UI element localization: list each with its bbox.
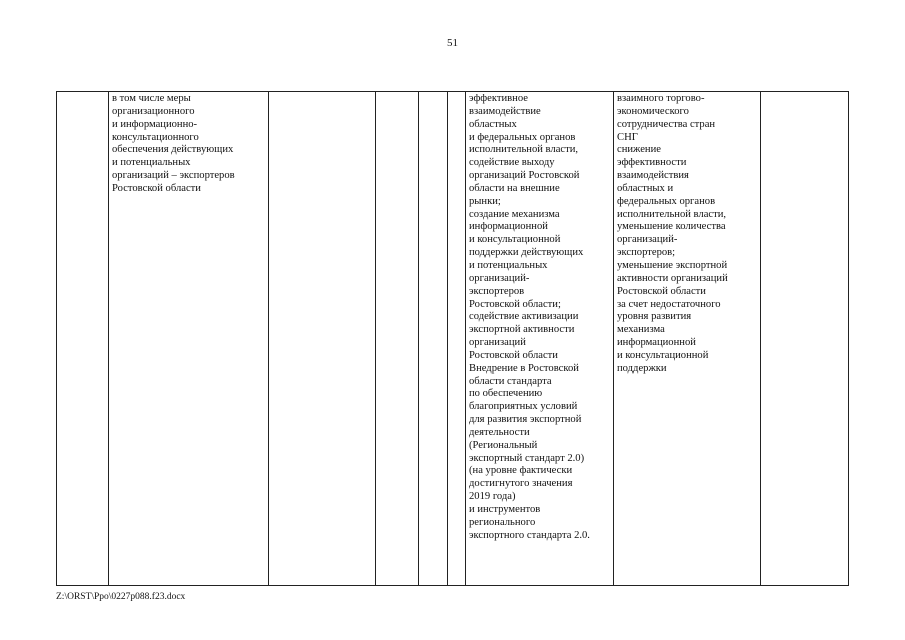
text-line: уровня развития — [617, 311, 692, 323]
text-line: уменьшение количества — [617, 221, 726, 233]
text-line: взаимного торгово- — [617, 93, 705, 104]
text-line: обеспечения действующих — [112, 144, 234, 156]
text-line: снижение — [617, 144, 661, 156]
text-line: исполнительной власти, — [469, 144, 579, 156]
text-line: организаций- — [469, 272, 530, 284]
text-line: достигнутого значения — [469, 478, 573, 490]
footer-file-path: Z:\ORST\Ppo\0227p088.f23.docx — [56, 592, 186, 602]
text-line: области стандарта — [469, 375, 552, 387]
page-number: 51 — [447, 37, 458, 49]
table-cell-consequences — [614, 92, 761, 586]
text-line: содействие активизации — [469, 311, 579, 323]
document-table — [56, 91, 849, 586]
text-line: и потенциальных — [112, 157, 191, 169]
table-cell-expected-result — [466, 92, 614, 586]
text-line: СНГ — [617, 131, 638, 143]
text-line: Ростовской области; — [469, 298, 561, 310]
text-line: и консультационной — [469, 234, 561, 246]
text-line: Ростовской области — [617, 285, 706, 297]
text-line: уменьшение экспортной — [617, 259, 728, 271]
text-line: Ростовской области — [469, 349, 558, 361]
text-line: организаций- — [617, 234, 678, 246]
text-line: содействие выходу — [469, 157, 555, 169]
table-cell-empty — [448, 92, 466, 586]
text-line: по обеспечению — [469, 388, 543, 400]
text-line: экономического — [617, 105, 689, 117]
table-cell-empty — [269, 92, 376, 586]
text-line: и потенциальных — [469, 259, 548, 271]
table-cell-empty — [761, 92, 849, 586]
table-row — [57, 92, 849, 586]
text-line: 2019 года) — [469, 491, 516, 503]
text-line: областных и — [617, 182, 674, 194]
text-line: создание механизма — [469, 208, 560, 220]
text-line: Ростовской области — [112, 182, 201, 194]
text-line: взаимодействие — [469, 105, 541, 117]
text-line: экспортный стандарт 2.0) — [469, 452, 585, 464]
text-line: и федеральных органов — [469, 131, 576, 143]
consequences-text — [617, 93, 757, 376]
text-line: экспортеров — [469, 285, 525, 297]
text-line: (на уровне фактически — [469, 465, 573, 477]
table-cell-number — [57, 92, 109, 586]
text-line: для развития экспортной — [469, 414, 582, 426]
text-line: областных — [469, 118, 517, 130]
text-line: федеральных органов — [617, 195, 716, 207]
text-line: организаций — [469, 337, 526, 349]
text-line: эффективности — [617, 157, 687, 169]
text-line: в том числе меры — [112, 93, 191, 104]
text-line: информационной — [617, 337, 696, 349]
text-line: регионального — [469, 516, 536, 528]
text-line: поддержки действующих — [469, 247, 584, 259]
expected-result-text — [469, 93, 610, 543]
text-line: экспортеров; — [617, 247, 676, 259]
measure-text — [112, 93, 265, 196]
table-cell-measure — [109, 92, 269, 586]
text-line: деятельности — [469, 426, 530, 438]
text-line: взаимодействия — [617, 170, 689, 182]
text-line: (Региональный — [469, 439, 538, 451]
text-line: экспортного стандарта 2.0. — [469, 529, 590, 541]
text-line: активности организаций — [617, 272, 728, 284]
text-line: организационного — [112, 105, 195, 117]
text-line: и информационно- — [112, 118, 198, 130]
table-cell-empty — [376, 92, 419, 586]
text-line: рынки; — [469, 195, 501, 207]
text-line: и инструментов — [469, 504, 541, 515]
text-line: и консультационной — [617, 349, 709, 361]
text-line: области на внешние — [469, 182, 560, 194]
text-line: консультационного — [112, 131, 199, 143]
text-line: исполнительной власти, — [617, 208, 727, 220]
text-line: организаций – экспортеров — [112, 170, 235, 182]
text-line: за счет недостаточного — [617, 298, 721, 310]
text-line: сотрудничества стран — [617, 118, 716, 130]
table-cell-empty — [419, 92, 448, 586]
text-line: поддержки — [617, 362, 667, 374]
text-line: Внедрение в Ростовской — [469, 362, 579, 374]
text-line: информационной — [469, 221, 548, 233]
text-line: экспортной активности — [469, 324, 575, 336]
text-line: благоприятных условий — [469, 401, 578, 413]
text-line: организаций Ростовской — [469, 170, 580, 182]
text-line: механизма — [617, 324, 665, 336]
text-line: эффективное — [469, 93, 528, 104]
